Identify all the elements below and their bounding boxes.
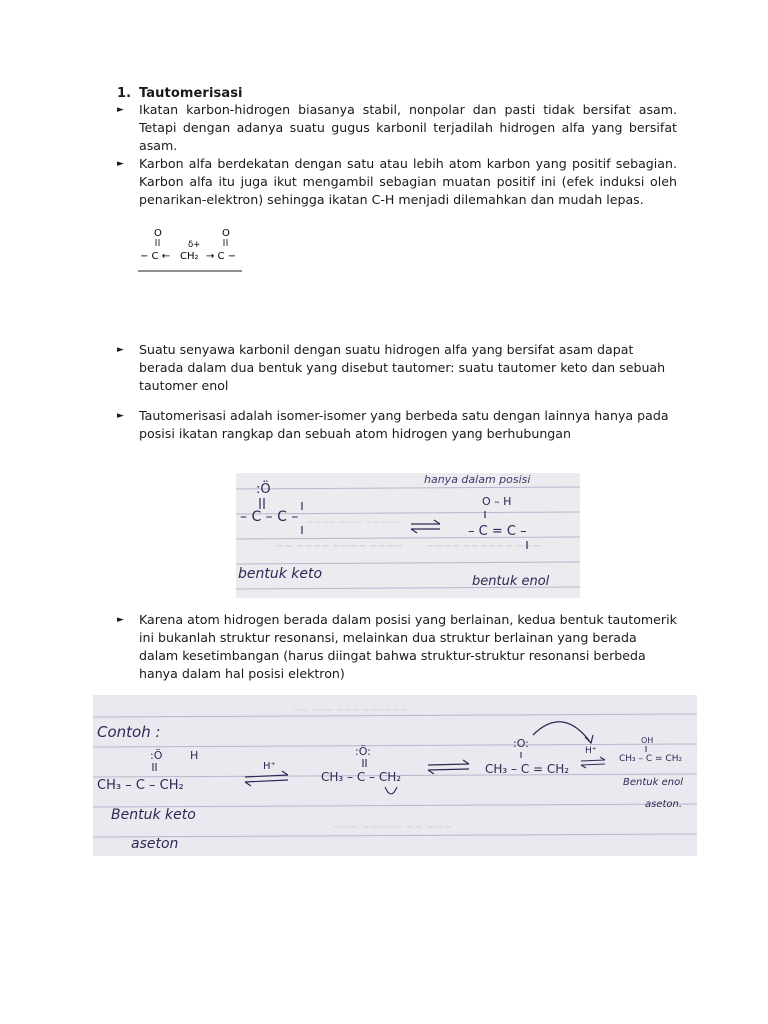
photo1-keto-label: bentuk keto xyxy=(238,566,323,582)
photo2-title: Contoh : xyxy=(97,723,161,741)
handwritten-example-photo xyxy=(93,695,697,856)
bullet-arrow-icon: ► xyxy=(117,159,124,169)
svg-text:~~~~ ~~~~~~ ~~~: ~~~~ ~~~~~~ ~~~ xyxy=(426,541,542,552)
formula-oxygen-left: O xyxy=(154,228,162,239)
svg-text:– C = C –: – C = C – xyxy=(468,524,527,539)
svg-text:~~~ ~~~~~ ~~ ~~~: ~~~ ~~~~~ ~~ ~~~ xyxy=(333,822,452,833)
photo1-header-fragment: hanya dalam posisi xyxy=(424,473,531,486)
bullet-item xyxy=(117,407,677,443)
carbonyl-formula xyxy=(138,226,248,274)
photo2-enol-label: Bentuk enol xyxy=(623,777,683,788)
photo1-keto-oxygen: :Ö xyxy=(256,482,271,497)
bullet-text: Karena atom hidrogen berada dalam posisi yang berlainan, kedua bentuk tautomerik ini bukanlah struktur resonansi, melainkan dua struktur berlainan yang berada dalam kesetimbangan (harus diingat bahwa struktur-struktur resonansi berbeda hanya dalam hal posisi elektron) xyxy=(139,612,677,681)
svg-text::O:: :O: xyxy=(513,737,529,750)
bullet-item xyxy=(117,611,677,683)
bullet-arrow-icon: ► xyxy=(117,345,124,355)
formula-oxygen-right: O xyxy=(222,228,230,239)
photo2-keto-label: Bentuk keto xyxy=(111,807,196,823)
section-title: Tautomerisasi xyxy=(139,86,243,101)
handwritten-keto-enol-photo xyxy=(236,473,580,598)
svg-text::Ö:: :Ö: xyxy=(355,745,371,758)
photo2-aseton-label: aseton xyxy=(131,836,179,852)
svg-text::Ö: :Ö xyxy=(150,749,163,762)
svg-text:– C – C –: – C – C – xyxy=(240,509,299,525)
bullet-text: Suatu senyawa karbonil dengan suatu hidrogen alfa yang bersifat asam dapat berada dalam dua bentuk yang disebut tautomer: suatu tautomer keto dan sebuah tautomer enol xyxy=(139,342,666,393)
bullet-text: Karbon alfa berdekatan dengan satu atau lebih atom karbon yang positif sebagian. Karbon alfa itu juga ikut mengambil sebagian muatan positif ini (efek induksi oleh penarikan-elektron) sehingga ikatan C-H menjadi dilemahkan dan mudah lepas. xyxy=(139,156,677,207)
bullet-item xyxy=(117,155,677,209)
bullet-item xyxy=(117,101,677,155)
bullet-text: Ikatan karbon-hidrogen biasanya stabil, nonpolar dan pasti tidak bersifat asam. Tetapi dengan adanya suatu gugus karbonil terjadilah hidrogen alfa yang bersifat asam. xyxy=(139,102,677,153)
svg-text:CH₃ – C – CH₂: CH₃ – C – CH₂ xyxy=(97,778,184,793)
svg-text:~~ ~~~~ ~~~~ ~~~~: ~~ ~~~~ ~~~~ ~~~~ xyxy=(276,541,403,552)
svg-text:CH₃ – C = CH₂: CH₃ – C = CH₂ xyxy=(619,754,683,764)
photo2-hplus-1: H⁺ xyxy=(263,761,276,772)
svg-text:OH: OH xyxy=(641,736,654,745)
photo1-enol-label: bentuk enol xyxy=(472,574,550,589)
section-number: 1. xyxy=(117,86,132,101)
bullet-arrow-icon: ► xyxy=(117,615,124,625)
svg-text:~~~~ ~~~ ~~~~~: ~~~~ ~~~ ~~~~~ xyxy=(306,518,403,528)
formula-right: → C − xyxy=(206,251,237,262)
photo2-hplus-2: H⁺ xyxy=(585,746,597,756)
photo1-drawing xyxy=(236,473,580,598)
photo1-enol-oh: O – H xyxy=(482,495,512,508)
photo2-drawing xyxy=(93,695,697,856)
formula-left: − C ← xyxy=(140,251,171,262)
bullet-text: Tautomerisasi adalah isomer-isomer yang berbeda satu dengan lainnya hanya pada posisi ikatan rangkap dan sebuah atom hidrogen yang berhubungan xyxy=(139,408,669,441)
svg-text:CH₃ – C – CH₂: CH₃ – C – CH₂ xyxy=(321,770,402,784)
bullet-arrow-icon: ► xyxy=(117,411,124,421)
svg-text:H: H xyxy=(190,749,199,762)
photo2-enol-aseton: aseton. xyxy=(645,799,683,810)
bullet-item xyxy=(117,341,677,395)
section-heading xyxy=(117,86,243,101)
svg-text:~~ ~~~ ~~~ ~~~~~~: ~~ ~~~ ~~~ ~~~~~~ xyxy=(293,706,408,716)
formula-delta: δ+ xyxy=(188,240,201,250)
formula-middle: CH₂ xyxy=(180,251,199,262)
svg-text:CH₃ – C = CH₂: CH₃ – C = CH₂ xyxy=(485,762,570,776)
bullet-arrow-icon: ► xyxy=(117,105,124,115)
